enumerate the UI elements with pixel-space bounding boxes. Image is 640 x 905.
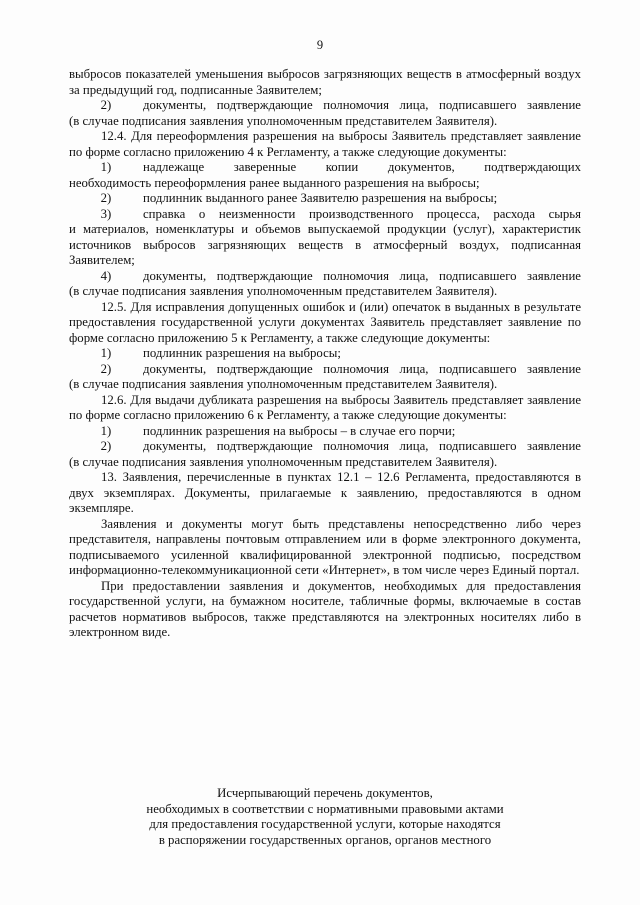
list-number: 2) xyxy=(100,98,112,112)
list-number: 1) xyxy=(100,346,112,360)
paragraph: 13. Заявления, перечисленные в пунктах 12.1 – 12.6 Регламента, предоставляются в двух экземплярах. Документы, прилагаемые к заявлению, предоставляются в одном экземпляре. xyxy=(69,470,581,515)
list-text-first: документы, подтверждающие полномочия лица, подписавшего заявление xyxy=(143,268,581,283)
paragraph: Заявления и документы могут быть представлены непосредственно либо через представителя, направлены почтовым отправлением или в форме электронного документа, подписываемого усиленной квалифицированной электронной подписью, посредством информационно-телекоммуникационной сети «Интернет», в том числе через Единый портал. xyxy=(69,516,581,577)
list-text-rest: и материалов, номенклатуры и объемов выпускаемой продукции (услуг), характеристик источников выбросов загрязняющих веществ в атмосферный воздух, подписанная Заявителем; xyxy=(69,222,581,267)
list-text-first: подлинник разрешения на выбросы – в случае его порчи; xyxy=(143,423,456,438)
list-text-first: надлежаще заверенные копии документов, подтверждающих xyxy=(143,160,581,174)
list-text-rest: (в случае подписания заявления уполномоченным представителем Заявителя). xyxy=(69,284,498,298)
list-number: 1) xyxy=(100,423,112,438)
page-number: 9 xyxy=(316,38,324,52)
heading-line: в распоряжении государственных органов, органов местного xyxy=(158,832,492,847)
list-text-rest: (в случае подписания заявления уполномоченным представителем Заявителя). xyxy=(69,454,498,469)
list-number: 4) xyxy=(100,268,112,283)
list-text-first: подлинник выданного ранее Заявителю разрешения на выбросы; xyxy=(143,191,498,205)
list-item xyxy=(69,269,581,300)
list-text-rest: (в случае подписания заявления уполномоченным представителем Заявителя). xyxy=(69,113,498,128)
heading-line: для предоставления государственной услуги, которые находятся xyxy=(149,817,501,831)
list-item xyxy=(69,207,581,269)
list-item xyxy=(69,439,581,470)
paragraph: 12.4. Для переоформления разрешения на выбросы Заявитель представляет заявление по форме согласно приложению 4 к Регламенту, а также следующие документы: xyxy=(69,129,581,159)
heading-line: Исчерпывающий перечень документов, xyxy=(217,786,433,800)
list-number: 2) xyxy=(100,439,112,453)
list-text-first: документы, подтверждающие полномочия лица, подписавшего заявление xyxy=(143,361,581,376)
list-text-first: справка о неизменности производственного процесса, расхода сырья xyxy=(143,206,581,221)
list-item xyxy=(69,346,581,362)
list-number: 3) xyxy=(100,206,112,221)
list-text-rest: (в случае подписания заявления уполномоченным представителем Заявителя). xyxy=(69,377,498,391)
list-item xyxy=(69,191,581,207)
paragraph: 12.5. Для исправления допущенных ошибок и (или) опечаток в выданных в результате предоставления государственной услуги документах Заявитель представляет заявление по форме согласно приложению 5 к Регламенту, а также следующие документы: xyxy=(69,299,581,345)
list-item xyxy=(69,160,581,191)
heading-line: необходимых в соответствии с нормативными правовыми актами xyxy=(146,801,504,816)
list-item xyxy=(69,424,581,440)
paragraph: выбросов показателей уменьшения выбросов загрязняющих веществ в атмосферный воздух за предыдущий год, подписанные Заявителем; xyxy=(69,67,581,97)
list-item xyxy=(69,98,581,129)
paragraph: 12.6. Для выдачи дубликата разрешения на выбросы Заявитель представляет заявление по форме согласно приложению 6 к Регламенту, а также следующие документы: xyxy=(69,392,581,422)
list-number: 2) xyxy=(100,191,112,205)
list-number: 1) xyxy=(100,160,112,174)
list-text-rest: необходимость переоформления ранее выданного разрешения на выбросы; xyxy=(69,175,480,190)
list-item xyxy=(69,362,581,393)
section-heading xyxy=(69,786,581,848)
list-text-first: подлинник разрешения на выбросы; xyxy=(143,346,341,360)
paragraph: При предоставлении заявления и документов, необходимых для предоставления государственной услуги, на бумажном носителе, табличные формы, включаемые в состав расчетов нормативов выбросов, также представляются на электронных носителях либо в электронном виде. xyxy=(69,578,581,639)
list-text-first: документы, подтверждающие полномочия лица, подписавшего заявление xyxy=(143,98,581,112)
list-number: 2) xyxy=(100,361,112,376)
document-body xyxy=(69,67,581,641)
list-text-first: документы, подтверждающие полномочия лица, подписавшего заявление xyxy=(143,439,581,453)
